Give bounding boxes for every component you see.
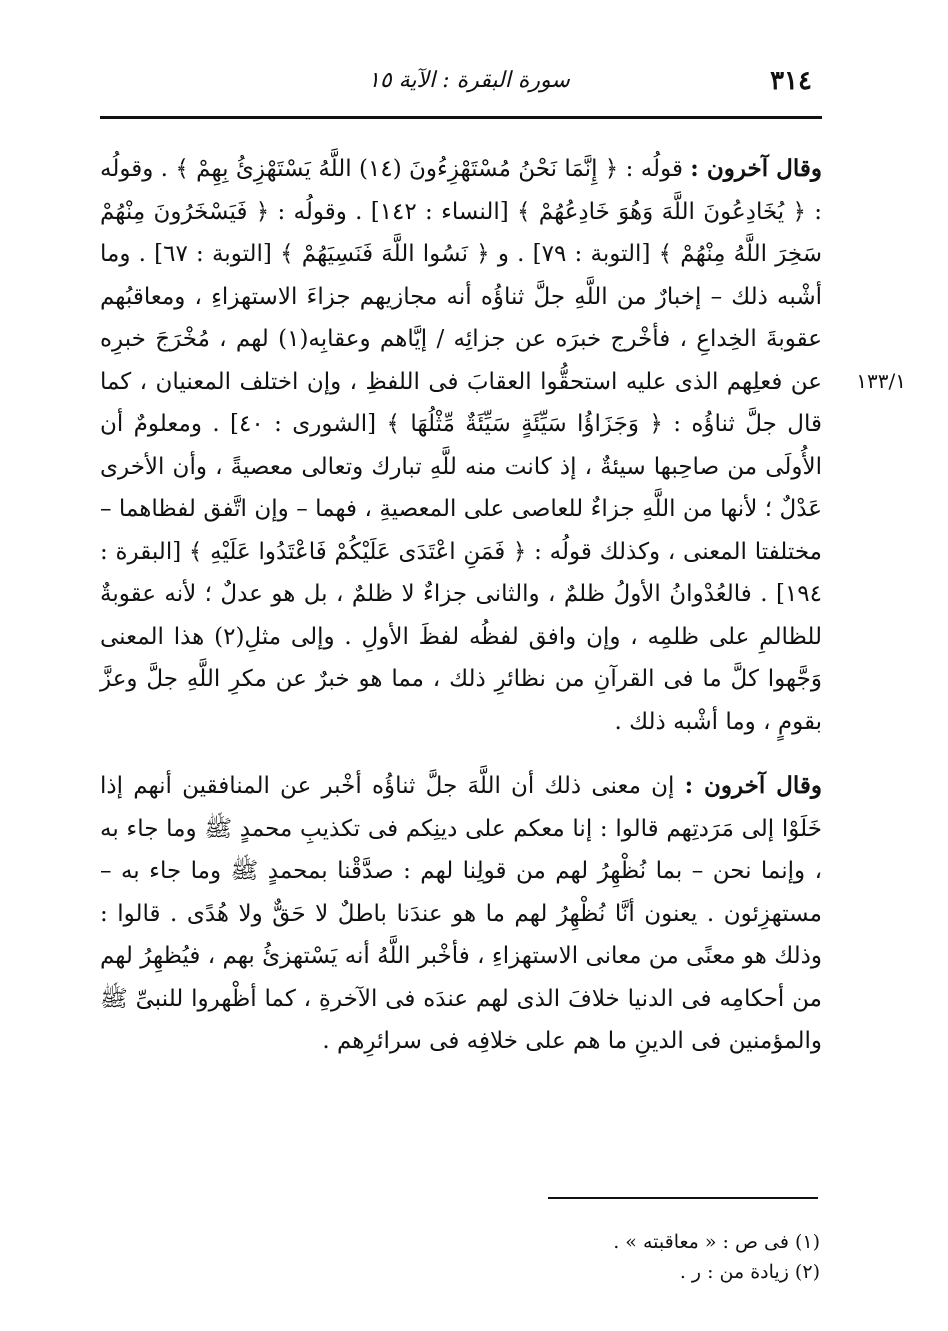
page-number: ٣١٤	[770, 66, 812, 96]
footnote-rule	[548, 1197, 818, 1199]
running-title: سورة البقرة : الآية ١٥	[368, 68, 570, 93]
paragraph-1	[100, 148, 822, 743]
main-text	[100, 148, 822, 1063]
footnote-2: (٢) زيادة من : ر .	[679, 1261, 820, 1283]
footnote-1: (١) فى ص : « معاقبته » .	[613, 1231, 820, 1253]
footnotes	[400, 1227, 820, 1287]
paragraph-1-speaker: وقال آخرون :	[690, 155, 822, 182]
paragraph-2	[100, 765, 822, 1063]
header-rule	[100, 116, 822, 119]
margin-note: ١٣٣/١	[856, 369, 906, 393]
paragraph-2-body: إن معنى ذلك أن اللَّهَ جلَّ ثناؤُه أخْبر عن المنافقين أنهم إذا خَلَوْا إلى مَرَدتِهم قالوا : إنا معكم على دينِكم فى تكذيبِ محمدٍ ﷺ وما جاء به ، وإنما نحن – بما نُظْهِرُ لهم من قولِنا لهم : صدَّقْنا بمحمدٍ ﷺ وما جاء به – مستهزِئون . يعنون أنَّا نُظْهِرُ لهم ما هو عندَنا باطلٌ لا حَقٌّ ولا هُدًى . قالوا : وذلك هو معنًى من معانى الاستهزاءِ ، فأخْبر اللَّهُ أنه يَسْتهزئُ بهم ، فيُظهِرُ لهم من أحكامِه فى الدنيا خلافَ الذى لهم عندَه فى الآخرةِ ، كما أظْهروا للنبىِّ ﷺ والمؤمنين فى الدينِ ما هم على خلافِه فى سرائرِهم .	[100, 773, 822, 1054]
paragraph-2-speaker: وقال آخرون :	[684, 772, 823, 799]
paragraph-1-body: قولُه : ﴿ إِنَّمَا نَحْنُ مُسْتَهْزِءُونَ (١٤) اللَّهُ يَسْتَهْزِئُ بِهِمْ ﴾ . وقولُه : ﴿ يُخَادِعُونَ اللَّهَ وَهُوَ خَادِعُهُمْ ﴾ [النساء : ١٤٢] . وقولُه : ﴿ فَيَسْخَرُونَ مِنْهُمْ سَخِرَ اللَّهُ مِنْهُمْ ﴾ [التوبة : ٧٩] . و ﴿ نَسُوا اللَّهَ فَنَسِيَهُمْ ﴾ [التوبة : ٦٧] . وما أشْبه ذلك – إخبارٌ من اللَّهِ جلَّ ثناؤُه أنه مجازيهم جزاءَ الاستهزاءِ ، ومعاقبُهم عقوبةَ الخِداعِ ، فأخْرج خبرَه عن جزائِه / إيَّاهم وعقابِه(١) لهم ، مُخْرَجَ خبرِه عن فعلِهم الذى عليه استحقُّوا العقابَ فى اللفظِ ، وإن اختلف المعنيان ، كما قال جلَّ ثناؤُه : ﴿ وَجَزَاؤُا سَيِّئَةٍ سَيِّئَةٌ مِّثْلُهَا ﴾ [الشورى : ٤٠] . ومعلومٌ أن الأُولَى من صاحِبها سيئةٌ ، إذ كانت منه للَّهِ تبارك وتعالى معصيةً ، وأن الأخرى عَدْلٌ ؛ لأنها من اللَّهِ جزاءٌ للعاصى على المعصيةِ ، فهما – وإن اتَّفق لفظاهما – مختلفتا المعنى ، وكذلك قولُه : ﴿ فَمَنِ اعْتَدَى عَلَيْكُمْ فَاعْتَدُوا عَلَيْهِ ﴾ [البقرة : ١٩٤] . فالعُدْوانُ الأولُ ظلمٌ ، والثانى جزاءٌ لا ظلمٌ ، بل هو عدلٌ ؛ لأنه عقوبةٌ للظالمِ على ظلمِه ، وإن وافق لفظُه لفظَ الأولِ . وإلى مثلِ(٢) هذا المعنى وَجَّهوا كلَّ ما فى القرآنِ من نظائرِ ذلك ، مما هو خبرٌ عن مكرِ اللَّهِ جلَّ وعزَّ بقومٍ ، وما أشْبه ذلك .	[100, 156, 822, 735]
page-header	[100, 62, 820, 102]
